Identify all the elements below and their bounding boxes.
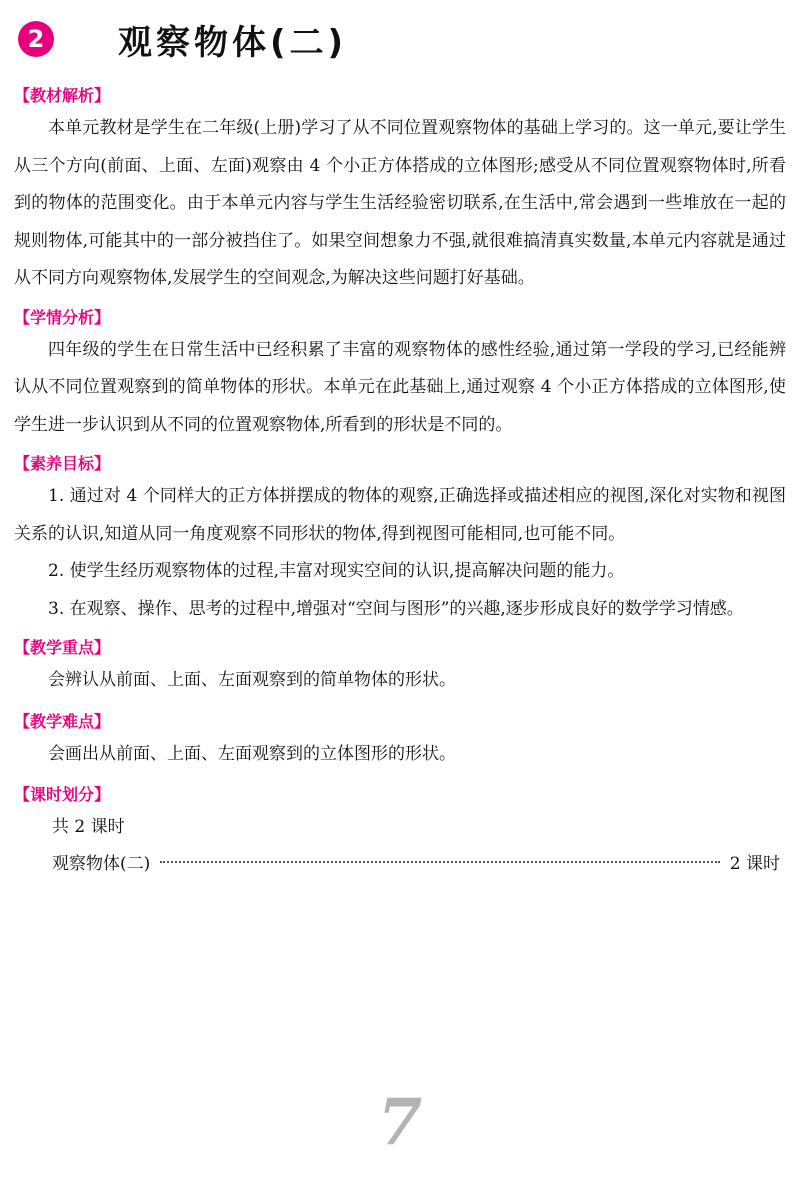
- section-key-points: [14, 634, 786, 700]
- section-heading: 【素养目标】: [14, 454, 111, 473]
- section-schedule: [14, 781, 786, 883]
- lesson-hours: 2 课时: [729, 854, 780, 874]
- page-number: 7: [377, 1085, 423, 1160]
- schedule-total: 共 2 课时: [52, 817, 125, 837]
- lesson-name: 观察物体(二): [52, 854, 151, 874]
- paragraph: 本单元教材是学生在二年级(上册)学习了从不同位置观察物体的基础上学习的。这一单元,要让学生从三个方向(前面、上面、左面)观察由 4 个小正方体搭成的立体图形;感受从不同位置观察物体时,所看到的物体的范围变化。由于本单元内容与学生生活经验密切联系,在生活中,常会遇到一些堆放在一起的规则物体,可能其中的一部分被挡住了。如果空间想象力不强,就很难搞清真实数量,本单元内容就是通过从不同方向观察物体,发展学生的空间观念,为解决这些问题打好基础。: [14, 118, 786, 288]
- section-heading: 【教学重点】: [14, 638, 111, 657]
- section-learner-analysis: [14, 304, 786, 445]
- paragraph: 四年级的学生在日常生活中已经积累了丰富的观察物体的感性经验,通过第一学段的学习,已经能辨认从不同位置观察到的简单物体的形状。本单元在此基础上,通过观察 4 个小正方体搭成的立体图形,使学生进一步认识到从不同的位置观察物体,所看到的形状是不同的。: [14, 339, 786, 435]
- unit-number-badge: 2: [18, 21, 54, 57]
- paragraph: 会辨认从前面、上面、左面观察到的简单物体的形状。: [48, 670, 456, 690]
- schedule-row: [14, 846, 786, 883]
- dot-leader: [160, 861, 720, 863]
- unit-header: [18, 14, 347, 64]
- section-heading: 【课时划分】: [14, 785, 111, 804]
- section-goals: [14, 450, 786, 628]
- section-heading: 【教材解析】: [14, 86, 111, 105]
- section-heading: 【学情分析】: [14, 307, 111, 327]
- page-content: [14, 82, 786, 883]
- section-textbook-analysis: [14, 82, 786, 298]
- goal-item: 3. 在观察、操作、思考的过程中,增强对“空间与图形”的兴趣,逐步形成良好的数学学习情感。: [48, 598, 744, 619]
- section-heading: 【教学难点】: [14, 711, 111, 731]
- goal-item: 1. 通过对 4 个同样大的正方体拼摆成的物体的观察,正确选择或描述相应的视图,深化对实物和视图关系的认识,知道从同一角度观察不同形状的物体,得到视图可能相同,也可能不同。: [14, 486, 786, 544]
- section-difficulties: [14, 708, 786, 774]
- paragraph: 会画出从前面、上面、左面观察到的立体图形的形状。: [48, 743, 456, 764]
- unit-title: 观察物体(二): [118, 22, 348, 63]
- goal-item: 2. 使学生经历观察物体的过程,丰富对现实空间的认识,提高解决问题的能力。: [48, 561, 625, 581]
